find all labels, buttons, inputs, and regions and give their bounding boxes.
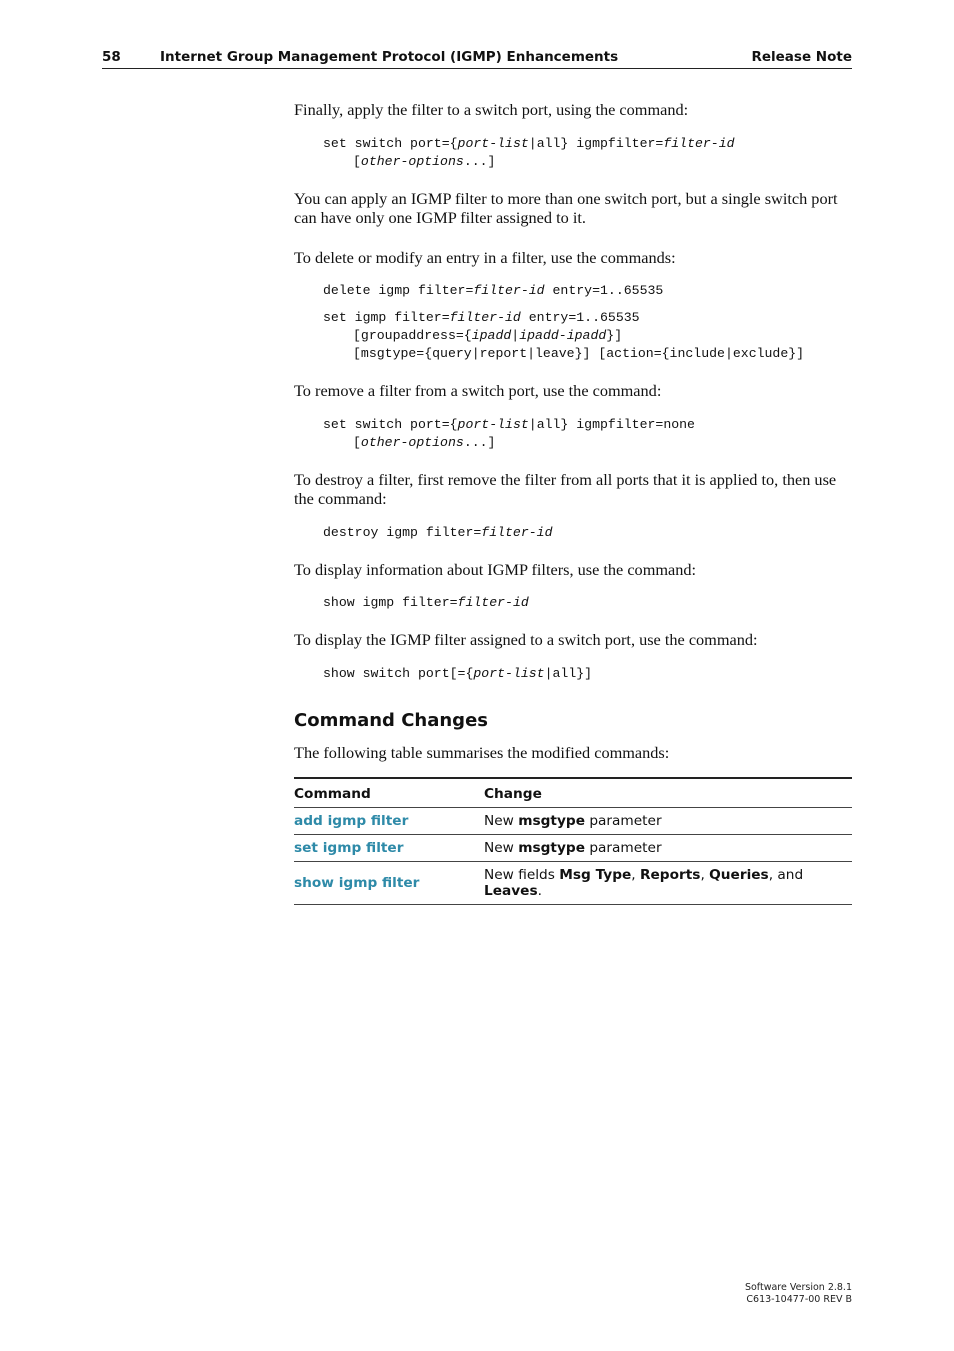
page-footer: [745, 1282, 852, 1306]
chapter-title: Internet Group Management Protocol (IGMP) Enhancements: [160, 49, 619, 65]
page-number: 58: [102, 49, 121, 65]
code-block: show igmp filter=filter-id: [323, 595, 529, 610]
command-link-show-igmp-filter[interactable]: show igmp filter: [294, 875, 420, 891]
section-intro: The following table summarises the modified commands:: [294, 742, 670, 762]
code-block: destroy igmp filter=filter-id: [323, 524, 553, 540]
paragraph: You can apply an IGMP filter to more than one switch port, but a single switch port can have only one IGMP filter assigned to it.: [294, 188, 838, 227]
table-row: [294, 808, 852, 835]
code-block: show switch port[={port-list|all}]: [323, 665, 593, 681]
change-cell: New fields Msg Type, Reports, Queries, and Leaves.: [484, 862, 852, 905]
code-block: set igmp filter=filter-id entry=1..65535 [groupaddress={ipadd|ipadd-ipadd}] [msgtype={query|report|leave}] [action={include|exclude}]: [323, 310, 805, 361]
software-version: Software Version 2.8.1: [744, 1282, 852, 1293]
document-type: Release Note: [751, 49, 852, 65]
column-header: Command: [294, 778, 484, 808]
table-row: [294, 835, 852, 862]
main-content: [294, 100, 852, 905]
paragraph: To display the IGMP filter assigned to a switch port, use the command:: [294, 630, 758, 649]
command-changes-table: [294, 777, 852, 905]
table-header-row: [294, 778, 852, 808]
paragraph: To display information about IGMP filters, use the command:: [294, 559, 697, 579]
paragraph: To destroy a filter, first remove the filter from all ports that it is applied to, then use the command:: [294, 469, 837, 508]
table-row: [294, 862, 852, 905]
code-block: set switch port={port-list|all} igmpfilter=none [other-options...]: [323, 416, 695, 450]
document-revision: C613-10477-00 REV B: [746, 1294, 852, 1305]
command-link-set-igmp-filter[interactable]: set igmp filter: [294, 840, 404, 856]
paragraph: To delete or modify an entry in a filter, use the commands:: [294, 247, 676, 267]
paragraph: Finally, apply the filter to a switch port, using the command:: [294, 100, 689, 119]
command-link-add-igmp-filter[interactable]: add igmp filter: [294, 813, 409, 829]
page-header: [102, 48, 852, 69]
column-header: Change: [484, 778, 852, 808]
change-cell: New msgtype parameter: [484, 835, 852, 862]
paragraph: To remove a filter from a switch port, use the command:: [294, 381, 662, 400]
change-cell: New msgtype parameter: [484, 808, 852, 835]
section-heading: Command Changes: [294, 709, 488, 731]
code-block: set switch port={port-list|all} igmpfilter=filter-id [other-options...]: [323, 135, 735, 169]
code-block: delete igmp filter=filter-id entry=1..65535: [323, 283, 664, 298]
